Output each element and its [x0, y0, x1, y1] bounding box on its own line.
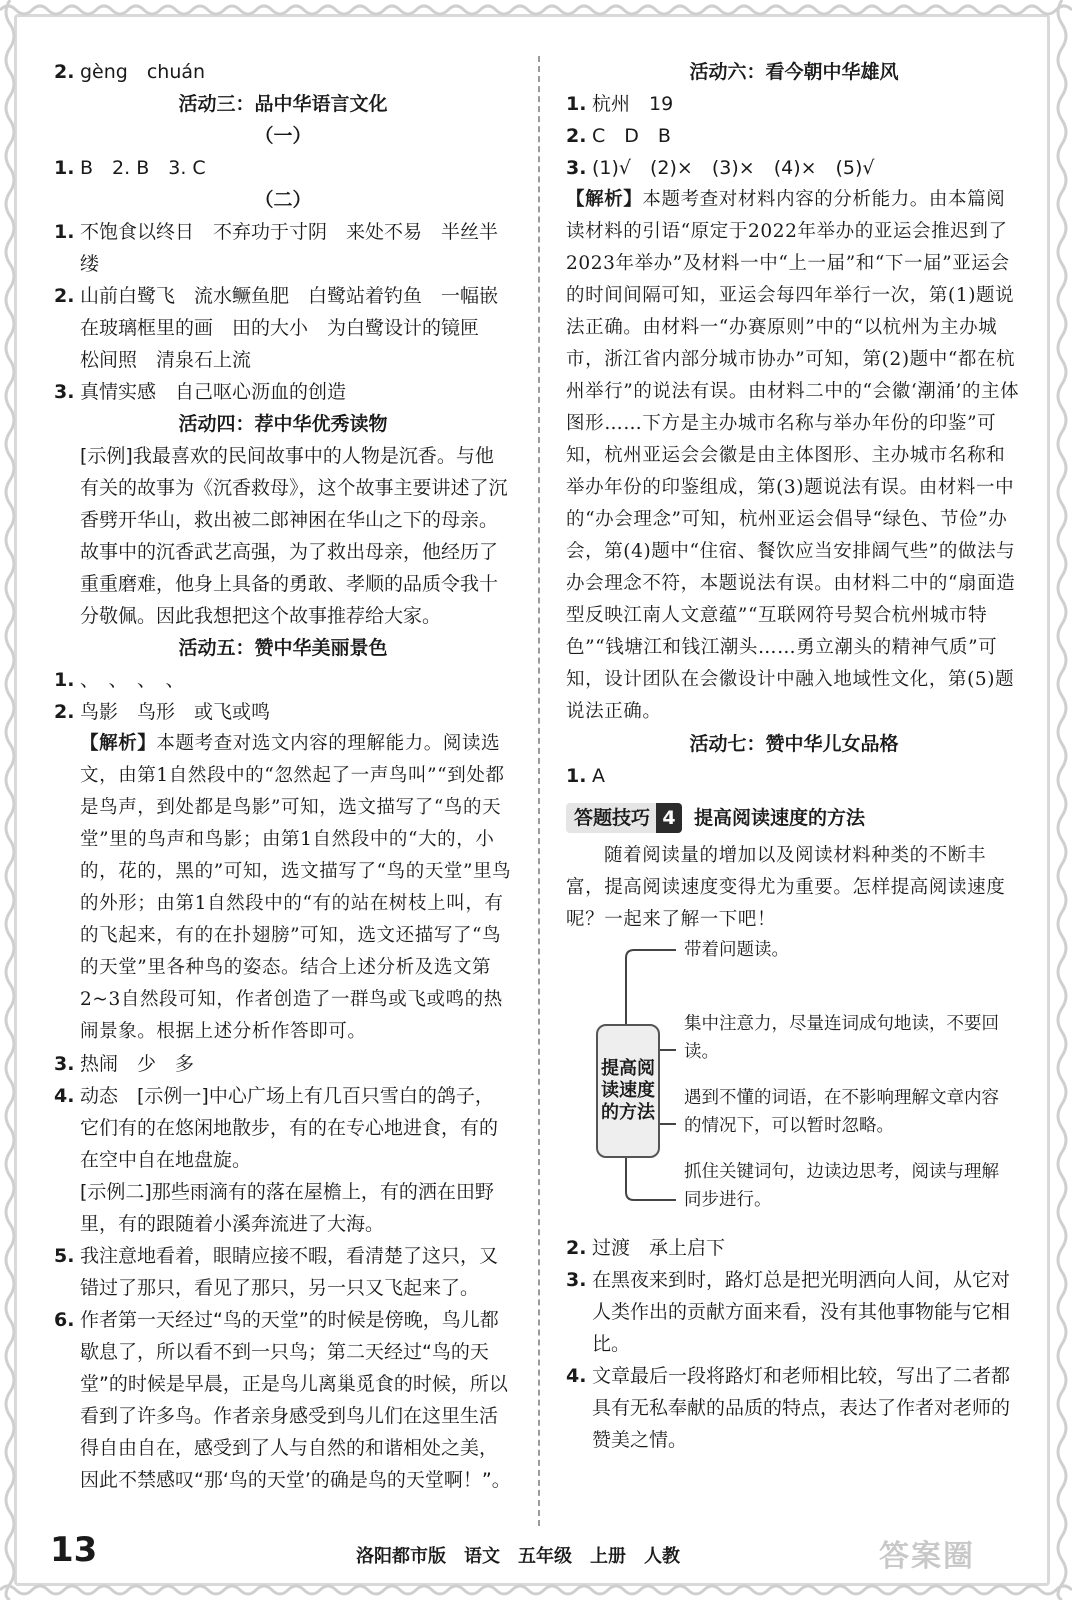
answer-item: 3. 真情实感 自己呕心沥血的创造: [54, 381, 347, 403]
answer-item: 1. B 2. B 3. C: [54, 157, 206, 179]
answer-item: 2. 过渡 承上启下: [566, 1237, 726, 1259]
page-footer: [40, 1530, 1030, 1580]
mind-map-root: 提高阅读速度的方法: [596, 1024, 660, 1158]
page-number: 13: [50, 1530, 98, 1570]
answer-item: 1. A: [566, 765, 605, 787]
answer-item: 2. C D B: [566, 125, 671, 147]
example-paragraph: [示例]我最喜欢的民间故事中的人物是沉香。与他有关的故事为《沉香救母》，这个故事主要讲述了沉香劈开华山，救出被二郎神困在华山之下的母亲。故事中的沉香武艺高强，为了救出母亲，他经历了重重磨难，他身上具备的勇敢、孝顺的品质令我十分敬佩。因此我想把这个故事推荐给大家。: [80, 445, 508, 627]
answer-item: 4. 文章最后一段将路灯和老师相比较，写出了二者都具有无私奉献的品质的特点，表达了作者对老师的赞美之情。: [566, 1365, 1011, 1451]
answer-item: 2. gèng chuán: [54, 61, 206, 83]
mind-map-item: 集中注意力，尽量连词成句地读，不要回读。: [684, 1014, 999, 1062]
right-wave-border: [1054, 0, 1070, 1600]
answer-item: 4. 动态 [示例一]中心广场上有几百只雪白的鸽子，它们有的在悠闲地散步，有的在专心地进食，有的在空中自在地盘旋。: [54, 1085, 499, 1171]
mind-map-item: 抓住关键词句，边读边思考，阅读与理解同步进行。: [684, 1162, 999, 1210]
subsection-heading: （一）: [254, 125, 312, 147]
answer-item: 2. 山前白鹭飞 流水鳜鱼肥 白鹭站着钓鱼 一幅嵌在玻璃框里的画 田的大小 为白鹭设计的镜匣 松间照 清泉石上流: [54, 285, 499, 371]
tip-title: 提高阅读速度的方法: [694, 807, 866, 829]
edition-info: 洛阳都市版 语文 五年级 上册 人教: [356, 1546, 680, 1567]
answer-item: 3. (1)√ (2)× (3)× (4)× (5)√: [566, 157, 875, 179]
analysis-paragraph: 【解析】本题考查对选文内容的理解能力。阅读选文，由第1自然段中的“忽然起了一声鸟叫”“到处都是鸟声，到处都是鸟影”可知，选文描写了“鸟的天堂”里的鸟声和鸟影；由第1自然段中的“大的，小的，花的，黑的”可知，选文描写了“鸟的天堂”里鸟的外形；由第1自然段中的“有的站在树枝上叫，有的飞起来，有的在扑翅膀”可知，选文还描写了“鸟的天堂”里各种鸟的姿态。结合上述分析及选文第2~3自然段可知，作者创造了一群鸟或飞或鸣的热闹景象。根据上述分析作答即可。: [80, 733, 512, 1042]
tip-badge: 答题技巧 4: [566, 803, 682, 833]
tip-intro: 随着阅读量的增加以及阅读材料种类的不断丰富，提高阅读速度变得尤为重要。怎样提高阅读速度呢？一起来了解一下吧！: [566, 845, 1006, 930]
answer-item: 3. 在黑夜来到时，路灯总是把光明洒向人间，从它对人类作出的贡献方面来看，没有其他事物能与它相比。: [566, 1269, 1011, 1355]
answer-item: 6. 作者第一天经过“鸟的天堂”的时候是傍晚，鸟儿都歇息了，所以看不到一只鸟；第二天经过“鸟的天堂”的时候是早晨，正是鸟儿离巢觅食的时候，所以看到了许多鸟。作者亲身感受到鸟儿们在这里生活得自由自在，感受到了人与自然的和谐相处之美，因此不禁感叹“那‘鸟的天堂’的确是鸟的天堂啊！”。: [54, 1309, 511, 1491]
section-heading: 活动五：赞中华美丽景色: [178, 637, 388, 659]
right-column: [566, 56, 1022, 1456]
answer-item: 5. 我注意地看着，眼睛应接不暇，看清楚了这只，又错过了那只，看见了那只，另一只又飞起来了。: [54, 1245, 499, 1299]
mind-map-item: 带着问题读。: [684, 940, 789, 960]
top-wave-border: [0, 2, 1072, 18]
answer-item: 1. 、 、 、 、: [54, 669, 185, 691]
tip-number: 4: [656, 803, 682, 833]
answer-item: 1. 杭州 19: [566, 93, 674, 115]
bottom-wave-border: [0, 1582, 1072, 1598]
analysis-paragraph: 【解析】本题考查对材料内容的分析能力。由本篇阅读材料的引语“原定于2022年举办的亚运会推迟到了2023年举办”及材料一中“上一届”和“下一届”亚运会的时间间隔可知，亚运会每四年举行一次，第(1)题说法正确。由材料一“办赛原则”中的“以杭州为主办城市，浙江省内部分城市协办”可知，第(2)题中“都在杭州举行”的说法有误。由材料二中的“会徽‘潮涌’的主体图形……下方是主办城市名称与举办年份的印鉴”可知，杭州亚运会会徽是由主体图形、主办城市名称和举办年份的印鉴组成，第(3)题说法有误。由材料一中的“办会理念”可知，杭州亚运会倡导“绿色、节俭”办会，第(4)题中“住宿、餐饮应当安排阔气些”的做法与办会理念不符，本题说法有误。由材料二中的“扇面造型反映江南人文意蕴”“互联网符号契合杭州城市特色”“钱塘江和钱江潮头……勇立潮头的精神气质”可知，设计团队在会徽设计中融入地域性文化，第(5)题说法正确。: [566, 189, 1020, 722]
section-heading: 活动六：看今朝中华雄风: [689, 61, 899, 83]
answer-item: 2. 鸟影 鸟形 或飞或鸣: [54, 701, 271, 723]
section-heading: 活动七：赞中华儿女品格: [689, 733, 899, 755]
watermark-logo: 答案圈: [879, 1539, 975, 1574]
subsection-heading: （二）: [254, 189, 312, 211]
answer-item: 3. 热闹 少 多: [54, 1053, 195, 1075]
tip-header: [566, 802, 1022, 834]
left-wave-border: [2, 0, 18, 1600]
column-divider: [538, 56, 540, 1526]
answer-item: 1. 不饱食以终日 不弃功于寸阴 来处不易 半丝半缕: [54, 221, 499, 275]
mind-map-item: 遇到不懂的词语，在不影响理解文章内容的情况下，可以暂时忽略。: [684, 1088, 999, 1136]
section-heading: 活动四：荐中华优秀读物: [178, 413, 388, 435]
example-paragraph: [示例二]那些雨滴有的落在屋檐上，有的洒在田野里，有的跟随着小溪奔流进了大海。: [80, 1181, 494, 1235]
section-heading: 活动三：品中华语言文化: [178, 93, 388, 115]
mind-map: [566, 940, 1022, 1210]
left-column: [54, 56, 512, 1496]
